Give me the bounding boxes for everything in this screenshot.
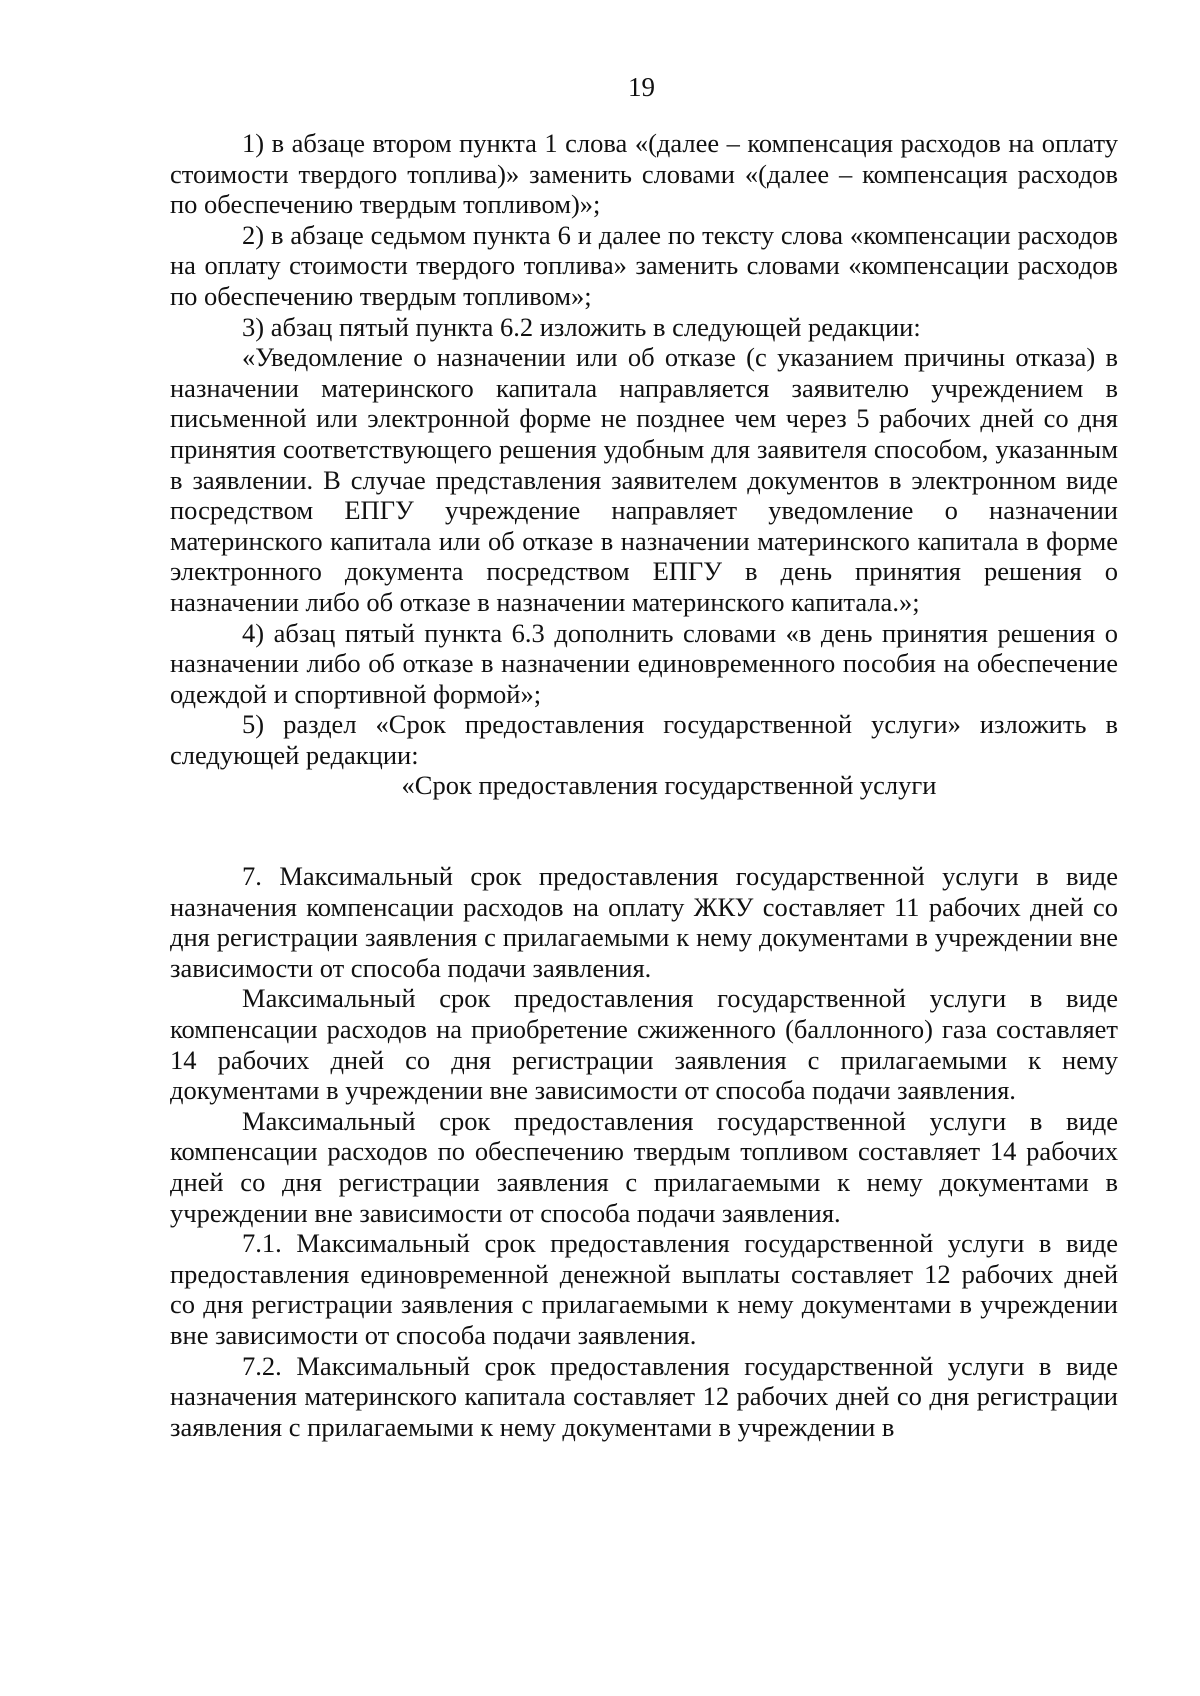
paragraph-section-7-1: 7.1. Максимальный срок предоставления государственной услуги в виде предоставления единовременной денежной выплаты составляет 12 рабочих дней со дня регистрации заявления с прилагаемыми к нему документами в учреждении вне зависимости от способа подачи заявления. [170,1228,1118,1350]
paragraph-amendment-2: 2) в абзаце седьмом пункта 6 и далее по тексту слова «компенсации расходов на оплату стоимости твердого топлива» заменить словами «компенсации расходов по обеспечению твердым топливом»; [170,219,1118,311]
section-heading: «Срок предоставления государственной услуги [401,770,937,801]
paragraph-amendment-4: 4) абзац пятый пункта 6.3 дополнить словами «в день принятия решения о назначении либо об отказе в назначении единовременного пособия на обеспечение одеждой и спортивной формой»; [170,617,1118,709]
paragraph-gas-compensation: Максимальный срок предоставления государственной услуги в виде компенсации расходов на приобретение сжиженного (баллонного) газа составляет 14 рабочих дней со дня регистрации заявления с прилагаемыми к нему документами в учреждении вне зависимости от способа подачи заявления. [170,983,1118,1106]
paragraph-solid-fuel-compensation: Максимальный срок предоставления государственной услуги в виде компенсации расходов по обеспечению твердым топливом составляет 14 рабочих дней со дня регистрации заявления с прилагаемыми к нему документами в учреждении вне зависимости от способа подачи заявления. [170,1105,1118,1228]
paragraph-amendment-5: 5) раздел «Срок предоставления государственной услуги» изложить в следующей редакции: [170,709,1118,770]
paragraph-notification-text: «Уведомление о назначении или об отказе (с указанием причины отказа) в назначении материнского капитала направляется заявителю учреждением в письменной или электронной форме не позднее чем через 5 рабочих дней со дня принятия соответствующего решения удобным для заявителя способом, указанным в заявлении. В случае представления заявителем документов в электронном виде посредством ЕПГУ учреждение направляет уведомление о назначении материнского капитала или об отказе в назначении материнского капитала в форме электронного документа посредством ЕПГУ в день принятия решения о назначении либо об отказе в назначении материнского капитала.»; [170,342,1118,617]
paragraph-section-7-2: 7.2. Максимальный срок предоставления государственной услуги в виде назначения материнского капитала составляет 12 рабочих дней со дня регистрации заявления с прилагаемыми к нему документами в учреждении в [170,1350,1118,1442]
paragraph-section-7: 7. Максимальный срок предоставления государственной услуги в виде назначения компенсации расходов на оплату ЖКУ составляет 11 рабочих дней со дня регистрации заявления с прилагаемыми к нему документами в учреждении вне зависимости от способа подачи заявления. [170,861,1118,983]
document-body [170,128,1118,1442]
paragraph-amendment-1: 1) в абзаце втором пункта 1 слова «(далее – компенсация расходов на оплату стоимости твердого топлива)» заменить словами «(далее – компенсация расходов по обеспечению твердым топливом)»; [170,128,1118,220]
page-number: 19 [628,72,655,102]
paragraph-amendment-3: 3) абзац пятый пункта 6.2 изложить в следующей редакции: [242,311,921,342]
